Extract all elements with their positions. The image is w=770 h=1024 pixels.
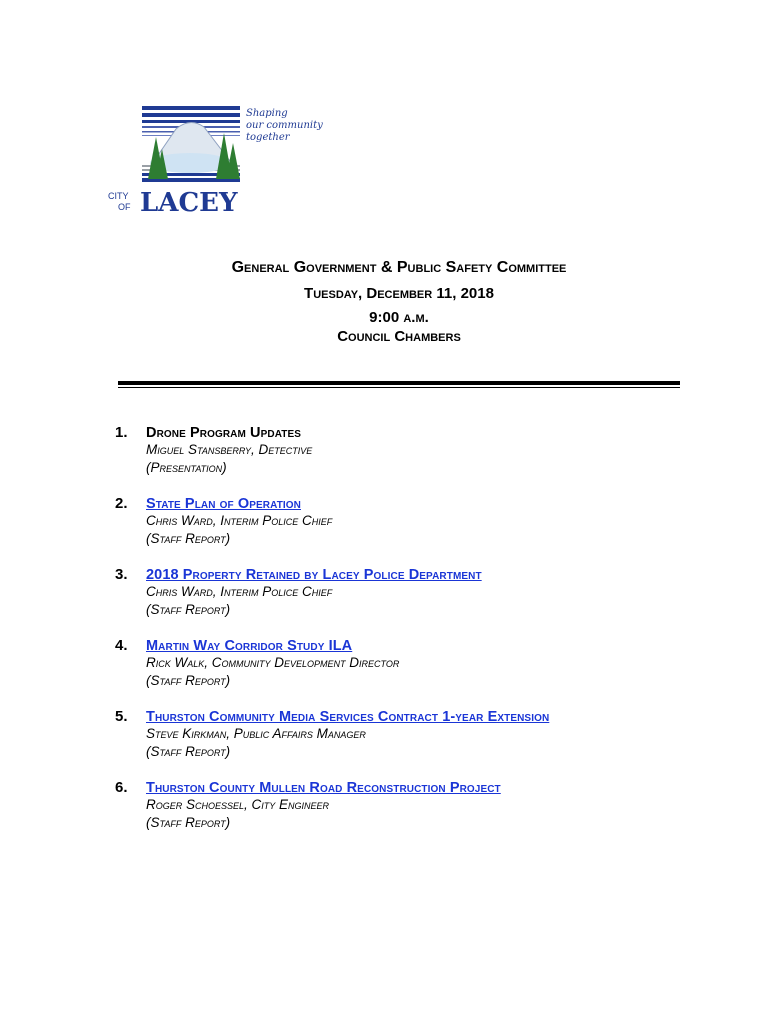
- agenda-item-presenter: Miguel Stansberry, Detective: [146, 442, 313, 457]
- agenda-item: [115, 708, 705, 761]
- agenda-item-type: (Staff Report): [146, 744, 231, 759]
- agenda-item: [115, 424, 705, 477]
- agenda-item-title: Drone Program Updates: [146, 425, 302, 441]
- divider-thick: [118, 381, 680, 385]
- agenda-item: [115, 566, 705, 619]
- meeting-title: General Government & Public Safety Committee: [231, 259, 567, 276]
- logo-lacey-wordmark: LACEY: [140, 188, 238, 218]
- agenda-item-presenter: Steve Kirkman, Public Affairs Manager: [146, 726, 366, 741]
- agenda-item-presenter: Chris Ward, Interim Police Chief: [146, 584, 333, 599]
- agenda-item-number: 5.: [115, 708, 128, 725]
- agenda-item-link[interactable]: State Plan of Operation: [146, 496, 301, 512]
- agenda-item-link[interactable]: Thurston County Mullen Road Reconstruction Project: [146, 780, 501, 796]
- divider-thin: [118, 387, 680, 388]
- meeting-place: Council Chambers: [337, 328, 461, 345]
- agenda-item-link[interactable]: Martin Way Corridor Study ILA: [146, 638, 353, 654]
- agenda-item-type: (Staff Report): [146, 815, 231, 830]
- agenda-item-number: 6.: [115, 779, 128, 796]
- logo-city-label: CITY: [108, 191, 129, 201]
- agenda-item-number: 4.: [115, 637, 128, 654]
- agenda-item-link[interactable]: 2018 Property Retained by Lacey Police Department: [146, 567, 482, 583]
- city-logo: [104, 103, 334, 223]
- agenda-item: [115, 779, 705, 832]
- agenda-item-number: 2.: [115, 495, 128, 512]
- agenda-list: [115, 424, 705, 850]
- agenda-item-type: (Presentation): [146, 460, 227, 475]
- lacey-logo-graphic: [104, 103, 334, 223]
- meeting-date: Tuesday, December 11, 2018: [304, 285, 494, 302]
- logo-of-label: OF: [118, 202, 131, 212]
- agenda-item-presenter: Chris Ward, Interim Police Chief: [146, 513, 333, 528]
- logo-tagline-1: Shaping: [246, 108, 288, 119]
- agenda-item-type: (Staff Report): [146, 531, 231, 546]
- agenda-item-number: 3.: [115, 566, 128, 583]
- agenda-item-type: (Staff Report): [146, 673, 231, 688]
- agenda-item-link[interactable]: Thurston Community Media Services Contract 1-year Extension: [146, 709, 550, 725]
- meeting-time: 9:00 a.m.: [369, 309, 429, 326]
- agenda-item-type: (Staff Report): [146, 602, 231, 617]
- logo-tagline-2: our community: [246, 120, 323, 131]
- agenda-item: [115, 637, 705, 690]
- logo-tagline-3: together: [246, 132, 290, 143]
- agenda-item-number: 1.: [115, 424, 128, 441]
- agenda-item-presenter: Roger Schoessel, City Engineer: [146, 797, 330, 812]
- agenda-item: [115, 495, 705, 548]
- agenda-item-presenter: Rick Walk, Community Development Director: [146, 655, 400, 670]
